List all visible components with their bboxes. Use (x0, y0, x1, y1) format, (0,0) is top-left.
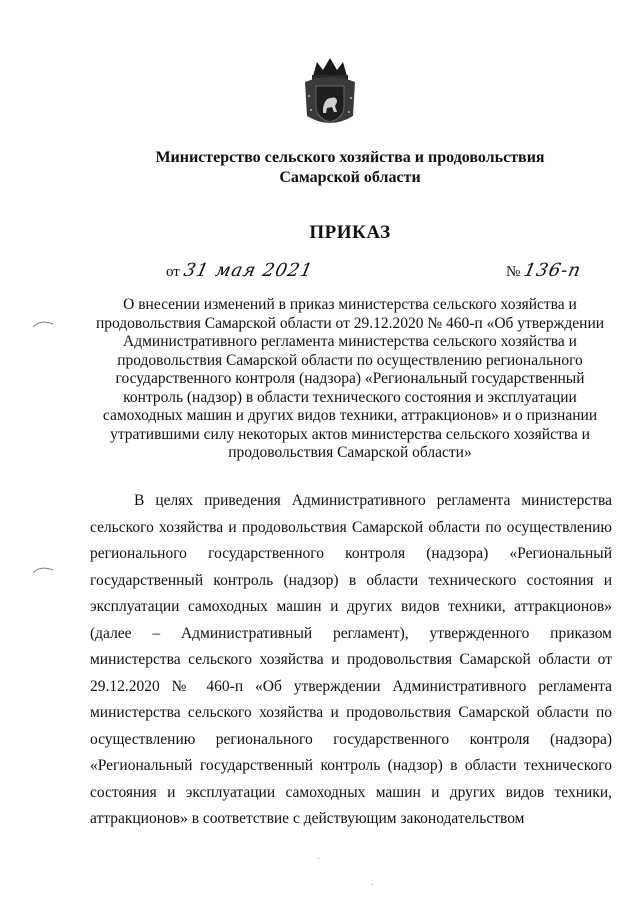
coat-of-arms-icon (299, 56, 361, 130)
handwritten-number: 136-п (521, 260, 584, 281)
punch-mark (32, 318, 54, 328)
order-body-paragraph: В целях приведения Административного регламента министерства сельского хозяйства и продовольствия Самарской области по осуществлению регионального государственного контроля (надзора) «Региональный государственный контроль (надзор) в области технического состояния и эксплуатации самоходных машин и других видов техники, аттракционов» (далее – Административный регламент), утвержденного приказом министерства сельского хозяйства и продовольствия Самарской области от 29.12.2020 № 460-п «Об утверждении Административного регламента министерства сельского хозяйства и продовольствия Самарской области по осуществлению регионального государственного контроля (надзора) «Региональный государственный контроль (надзор) в области технического состояния и эксплуатации самоходных машин и других видов техники, аттракционов» в соответствие с действующим законодательством (90, 492, 612, 827)
ministry-name-line2: Самарской области (279, 169, 421, 186)
order-subject: О внесении изменений в приказ министерства сельского хозяйства и продовольствия Самарской области от 29.12.2020 № 460-п «Об утверждении Административного регламента министерства сельского хозяйства и продовольствия Самарской области по осуществлению регионального государственного контроля (надзора) «Региональный государственный контроль (надзор) в области технического состояния и эксплуатации самоходных машин и других видов техники, аттракционов» и о признании утратившими силу некоторых актов министерства сельского хозяйства и продовольствия Самарской области» (95, 296, 605, 461)
scan-speck (372, 884, 373, 885)
ministry-name-line1: Министерство сельского хозяйства и продовольствия (155, 149, 545, 166)
handwritten-date: 31 мая 2021 (181, 260, 315, 281)
ministry-name (100, 148, 600, 188)
document-title: ПРИКАЗ (309, 222, 391, 243)
order-number (506, 260, 584, 281)
scan-speck (318, 858, 319, 859)
punch-mark (32, 564, 54, 574)
date-prefix: от (166, 264, 180, 280)
number-prefix: № (506, 264, 521, 280)
order-date (166, 260, 315, 281)
